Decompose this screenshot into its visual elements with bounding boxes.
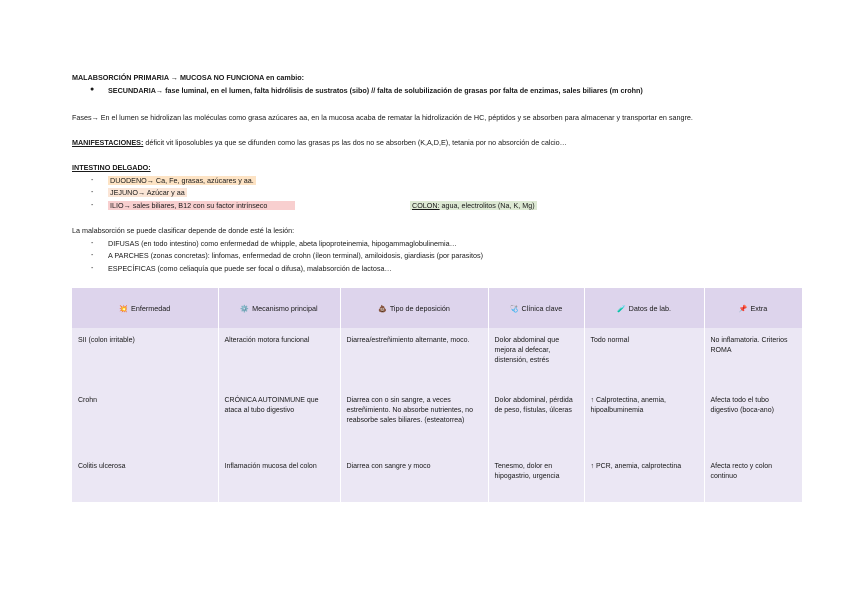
clasificacion-intro: La malabsorción se puede clasificar depende de donde esté la lesión: (72, 226, 295, 235)
intestino-title: INTESTINO DELGADO: (72, 163, 151, 172)
cell-deposicion: Diarrea/estreñimiento alternante, moco. (340, 328, 488, 388)
cell-lab: Todo normal (584, 328, 704, 388)
header-clinica (488, 288, 584, 328)
intestino-item-duodeno (108, 176, 256, 186)
gear-icon: ⚙️ (240, 305, 250, 313)
intestino-item-ilio (108, 201, 295, 211)
dash-icon: - (91, 265, 94, 272)
header-enfermedad (72, 288, 218, 328)
manifestaciones-line (72, 138, 567, 148)
header-label: Tipo de deposición (389, 303, 450, 313)
clasificacion-item-parches: A PARCHES (zonas concretas): linfomas, enfermedad de crohn (íleon terminal), amiloidosis, giardiasis (por parasitos) (108, 251, 483, 260)
table-row (72, 454, 802, 502)
cell-lab: ↑ PCR, anemia, calprotectina (584, 454, 704, 502)
cell-enfermedad: SII (colon irritable) (72, 328, 218, 388)
cell-clinica: Dolor abdominal, pérdida de peso, fístulas, úlceras (488, 388, 584, 454)
cell-clinica: Dolor abdominal que mejora al defecar, distensión, estrés (488, 328, 584, 388)
header-label: Mecanismo principal (252, 303, 318, 313)
header-deposicion (340, 288, 488, 328)
manifestaciones-text: déficit vit liposolubles ya que se difunden como las grasas ps las dos no se absorben (K,A,D,E), tetania por no absorción de calcio… (143, 138, 567, 147)
header-mecanismo (218, 288, 340, 328)
pushpin-icon: 📌 (738, 305, 748, 313)
dash-icon: - (91, 189, 94, 196)
header-extra (704, 288, 802, 328)
header-label: Clínica clave (521, 303, 563, 313)
cell-deposicion: Diarrea con sangre y moco (340, 454, 488, 502)
table-row (72, 388, 802, 454)
dash-icon: - (91, 202, 94, 209)
cell-clinica: Tenesmo, dolor en hipogastrio, urgencia (488, 454, 584, 502)
dash-icon: - (91, 240, 94, 247)
stethoscope-icon: 🩺 (509, 305, 519, 313)
cell-extra: No inflamatoria. Criterios ROMA (704, 328, 802, 388)
cell-mecanismo: CRÓNICA AUTOINMUNE que ataca al tubo digestivo (218, 388, 340, 454)
clasificacion-item-especificas: ESPECÍFICAS (como celiaquía que puede ser focal o difusa), malabsorción de lactosa… (108, 264, 392, 273)
bullet-dot-icon: ● (90, 86, 95, 93)
table-row (72, 328, 802, 388)
intro-line-secundaria: SECUNDARIA→ fase luminal, en el lumen, falta hidrólisis de sustratos (sibo) // falta de solubilización de grasas por falta de enzimas, sales biliares (m crohn) (108, 86, 643, 95)
colon-text: agua, electrolitos (Na, K, Mg) (439, 201, 535, 210)
table-header-row (72, 288, 802, 328)
header-lab (584, 288, 704, 328)
duodeno-text: DUODENO→ Ca, Fe, grasas, azúcares y aa. (110, 176, 254, 185)
cell-enfermedad: Colitis ulcerosa (72, 454, 218, 502)
cell-extra: Afecta todo el tubo digestivo (boca-ano) (704, 388, 802, 454)
clasificacion-item-difusas: DIFUSAS (en todo intestino) como enfermedad de whipple, abeta lipoproteinemia, hipogammaglobulinemia… (108, 239, 457, 248)
cell-deposicion: Diarrea con o sin sangre, a veces estreñimiento. No absorbe nutrientes, no reabsorbe sales biliares. (esteatorrea) (340, 388, 488, 454)
cell-mecanismo: Inflamación mucosa del colon (218, 454, 340, 502)
comparison-table (72, 288, 803, 502)
colon-line (410, 201, 537, 211)
cell-extra: Afecta recto y colon continuo (704, 454, 802, 502)
cell-mecanismo: Alteración motora funcional (218, 328, 340, 388)
dash-icon: - (91, 252, 94, 259)
cell-lab: ↑ Calprotectina, anemia, hipoalbuminemia (584, 388, 704, 454)
fases-paragraph: Fases→ En el lumen se hidrolizan las moléculas como grasa azúcares aa, en la mucosa acaba de rematar la hidrolización de HC, péptidos y se absorben para almacenar y transportar en sangre. (72, 113, 693, 122)
jejuno-text: JEJUNO→ Azúcar y aa (110, 188, 185, 197)
header-label: Datos de lab. (628, 303, 672, 313)
colon-label: COLON: (412, 201, 440, 210)
collision-icon: 💥 (119, 305, 129, 313)
poop-icon: 💩 (378, 305, 387, 313)
intro-line-primaria: MALABSORCIÓN PRIMARIA → MUCOSA NO FUNCIONA en cambio: (72, 73, 304, 82)
ilio-text: ILIO→ sales biliares, B12 con su factor intrínseco (108, 201, 295, 210)
manifestaciones-label: MANIFESTACIONES: (72, 138, 144, 147)
header-label: Enfermedad (131, 303, 171, 313)
header-label: Extra (750, 303, 768, 313)
intestino-item-jejuno (108, 188, 187, 198)
cell-enfermedad: Crohn (72, 388, 218, 454)
dash-icon: - (91, 177, 94, 184)
test-tube-icon: 🧪 (616, 305, 626, 313)
